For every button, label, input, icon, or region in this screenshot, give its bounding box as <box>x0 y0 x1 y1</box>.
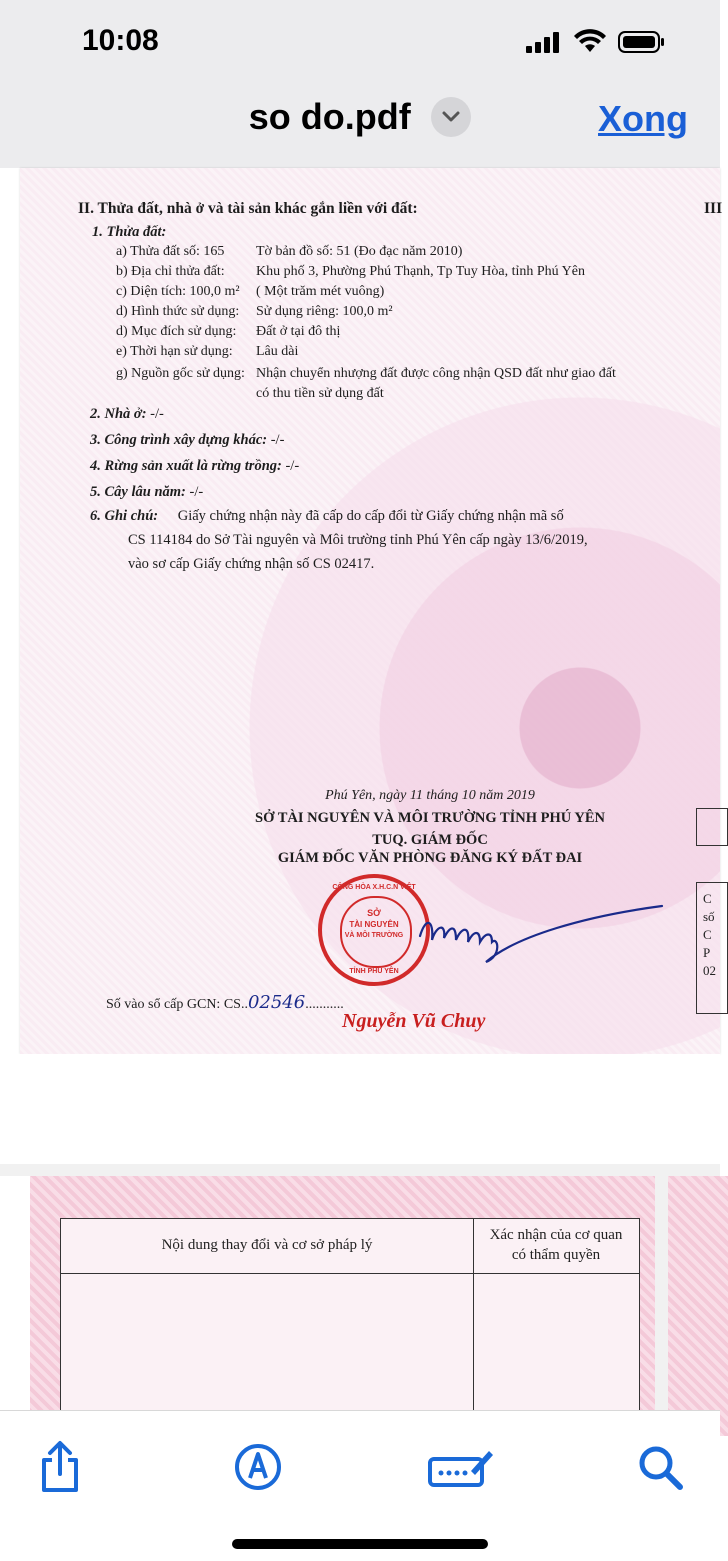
perennial-row <box>90 484 203 501</box>
note-line-1: Giấy chứng nhận này đã cấp do cấp đổi từ Giấy chứng nhận mã số <box>177 508 564 524</box>
stamp-bottom-text: TỈNH PHÚ YÊN <box>349 968 399 975</box>
signal-icon <box>526 31 562 53</box>
agency-name: SỞ TÀI NGUYÊN VÀ MÔI TRƯỜNG TỈNH PHÚ YÊN <box>255 810 605 826</box>
note-line-2: CS 114184 do Sở Tài nguyên và Môi trường tỉnh Phú Yên cấp ngày 13/6/2019, <box>128 532 588 548</box>
row-value: Đất ở tại đô thị <box>256 324 341 339</box>
adjacent-text-4: P <box>703 945 711 960</box>
markup-icon <box>233 1442 283 1492</box>
official-stamp <box>318 874 430 986</box>
adjacent-text-2: số <box>703 909 715 924</box>
share-icon <box>36 1440 84 1494</box>
forest-value: -/- <box>285 458 300 474</box>
forest-row <box>90 458 299 475</box>
date-line: Phú Yên, ngày 11 tháng 10 năm 2019 <box>325 788 535 803</box>
pdf-page-3-edge <box>668 1176 728 1436</box>
section-title: II. Thửa đất, nhà ở và tài sản khác gắn liền với đất: <box>78 200 418 217</box>
page-gap <box>0 1054 720 1164</box>
status-icons <box>526 30 666 54</box>
stamp-center-1: SỞ <box>367 908 381 918</box>
land-row-c <box>20 284 700 304</box>
stamp-top-text: CỘNG HÒA X.H.C.N VIỆT <box>332 884 416 891</box>
search-button[interactable] <box>630 1437 690 1497</box>
done-button[interactable]: Xong <box>598 98 688 139</box>
signature-icon <box>427 1445 495 1489</box>
pdf-viewer[interactable] <box>0 168 723 1410</box>
signer-name: Nguyễn Vũ Chuy <box>342 1010 486 1032</box>
chevron-down-icon <box>442 111 460 123</box>
wifi-icon <box>574 30 606 54</box>
markup-button[interactable] <box>228 1437 288 1497</box>
document-title[interactable]: so do.pdf <box>248 96 411 137</box>
register-row: Số vào sổ cấp GCN: CS..02546........... <box>106 992 344 1013</box>
confirmation-header-line-2: có thẩm quyền <box>511 1247 601 1263</box>
house-label: 2. Nhà ở: <box>90 406 147 422</box>
stamp-center-3: VÀ MÔI TRƯỜNG <box>344 932 404 939</box>
status-time: 10:08 <box>82 24 159 57</box>
row-label: c) Diện tích: 100,0 m² <box>116 284 240 299</box>
adjacent-text-3: C <box>703 927 712 942</box>
confirmation-header-line-1: Xác nhận của cơ quan <box>489 1227 623 1243</box>
pdf-page-1 <box>20 168 723 1054</box>
adjacent-text-5: 02 <box>703 963 716 978</box>
land-row-g <box>20 366 700 406</box>
land-heading: 1. Thửa đất: <box>92 224 167 240</box>
confirmation-column-header <box>481 1225 631 1265</box>
land-row-d <box>20 304 700 324</box>
house-row <box>90 406 164 423</box>
battery-icon <box>618 30 666 54</box>
office-director: GIÁM ĐỐC VĂN PHÒNG ĐĂNG KÝ ĐẤT ĐAI <box>277 850 583 866</box>
register-number: 02546 <box>247 992 306 1013</box>
land-row-e <box>20 344 700 364</box>
pdf-page-2 <box>30 1176 655 1436</box>
row-label: g) Nguồn gốc sử dụng: <box>116 366 245 381</box>
forest-label: 4. Rừng sản xuất là rừng trồng: <box>90 458 282 474</box>
top-bar <box>0 0 720 169</box>
construction-value: -/- <box>270 432 285 448</box>
share-button[interactable] <box>30 1437 90 1497</box>
adjacent-box <box>696 808 728 846</box>
previous-page-edge <box>0 168 21 1054</box>
register-label: Số vào sổ cấp GCN: CS <box>106 997 241 1012</box>
row-value: Lâu dài <box>256 344 299 359</box>
adjacent-text-1: C <box>703 891 712 906</box>
search-icon <box>636 1443 684 1491</box>
row-value: Khu phố 3, Phường Phú Thạnh, Tp Tuy Hòa, tỉnh Phú Yên <box>256 264 585 279</box>
land-row-a <box>20 244 700 264</box>
row-value: Sử dụng riêng: 100,0 m² <box>256 304 393 319</box>
land-row-b <box>20 264 700 284</box>
adjacent-page-heading: III <box>704 200 723 217</box>
note-row <box>90 508 564 525</box>
signature-scribble <box>416 896 666 966</box>
delegation-line: TUQ. GIÁM ĐỐC <box>372 832 488 848</box>
note-line-3: vào sơ cấp Giấy chứng nhận số CS 02417. <box>128 556 375 572</box>
home-indicator[interactable] <box>232 1539 488 1549</box>
title-menu-button[interactable] <box>431 97 471 137</box>
row-value: Tờ bản đồ số: 51 (Đo đạc năm 2010) <box>256 244 463 259</box>
stamp-center-2: TÀI NGUYÊN <box>349 920 399 929</box>
land-row-purpose <box>20 324 700 344</box>
changes-column-header: Nội dung thay đổi và cơ sở pháp lý <box>161 1237 373 1253</box>
house-value: -/- <box>150 406 164 422</box>
previous-page-edge-2 <box>0 1176 31 1436</box>
adjacent-box-2 <box>696 882 728 1014</box>
row-value-continued: có thu tiền sử dụng đất <box>256 386 384 401</box>
row-label: d) Hình thức sử dụng: <box>116 304 240 319</box>
row-label: e) Thời hạn sử dụng: <box>116 344 233 359</box>
construction-row <box>90 432 284 449</box>
note-label: 6. Ghi chú: <box>90 508 159 524</box>
row-label: b) Địa chỉ thửa đất: <box>116 264 225 279</box>
table-header-divider <box>61 1273 639 1274</box>
row-value: Nhận chuyển nhượng đất được công nhận QSD đất như giao đất <box>256 366 616 381</box>
perennial-label: 5. Cây lâu năm: <box>90 484 186 500</box>
row-label: a) Thửa đất số: 165 <box>116 244 225 259</box>
signature-button[interactable] <box>426 1437 496 1497</box>
row-value: ( Một trăm mét vuông) <box>256 284 385 299</box>
perennial-value: -/- <box>189 484 204 500</box>
row-label: d) Mục đích sử dụng: <box>116 324 237 339</box>
bottom-toolbar <box>0 1410 720 1561</box>
construction-label: 3. Công trình xây dựng khác: <box>90 432 268 448</box>
